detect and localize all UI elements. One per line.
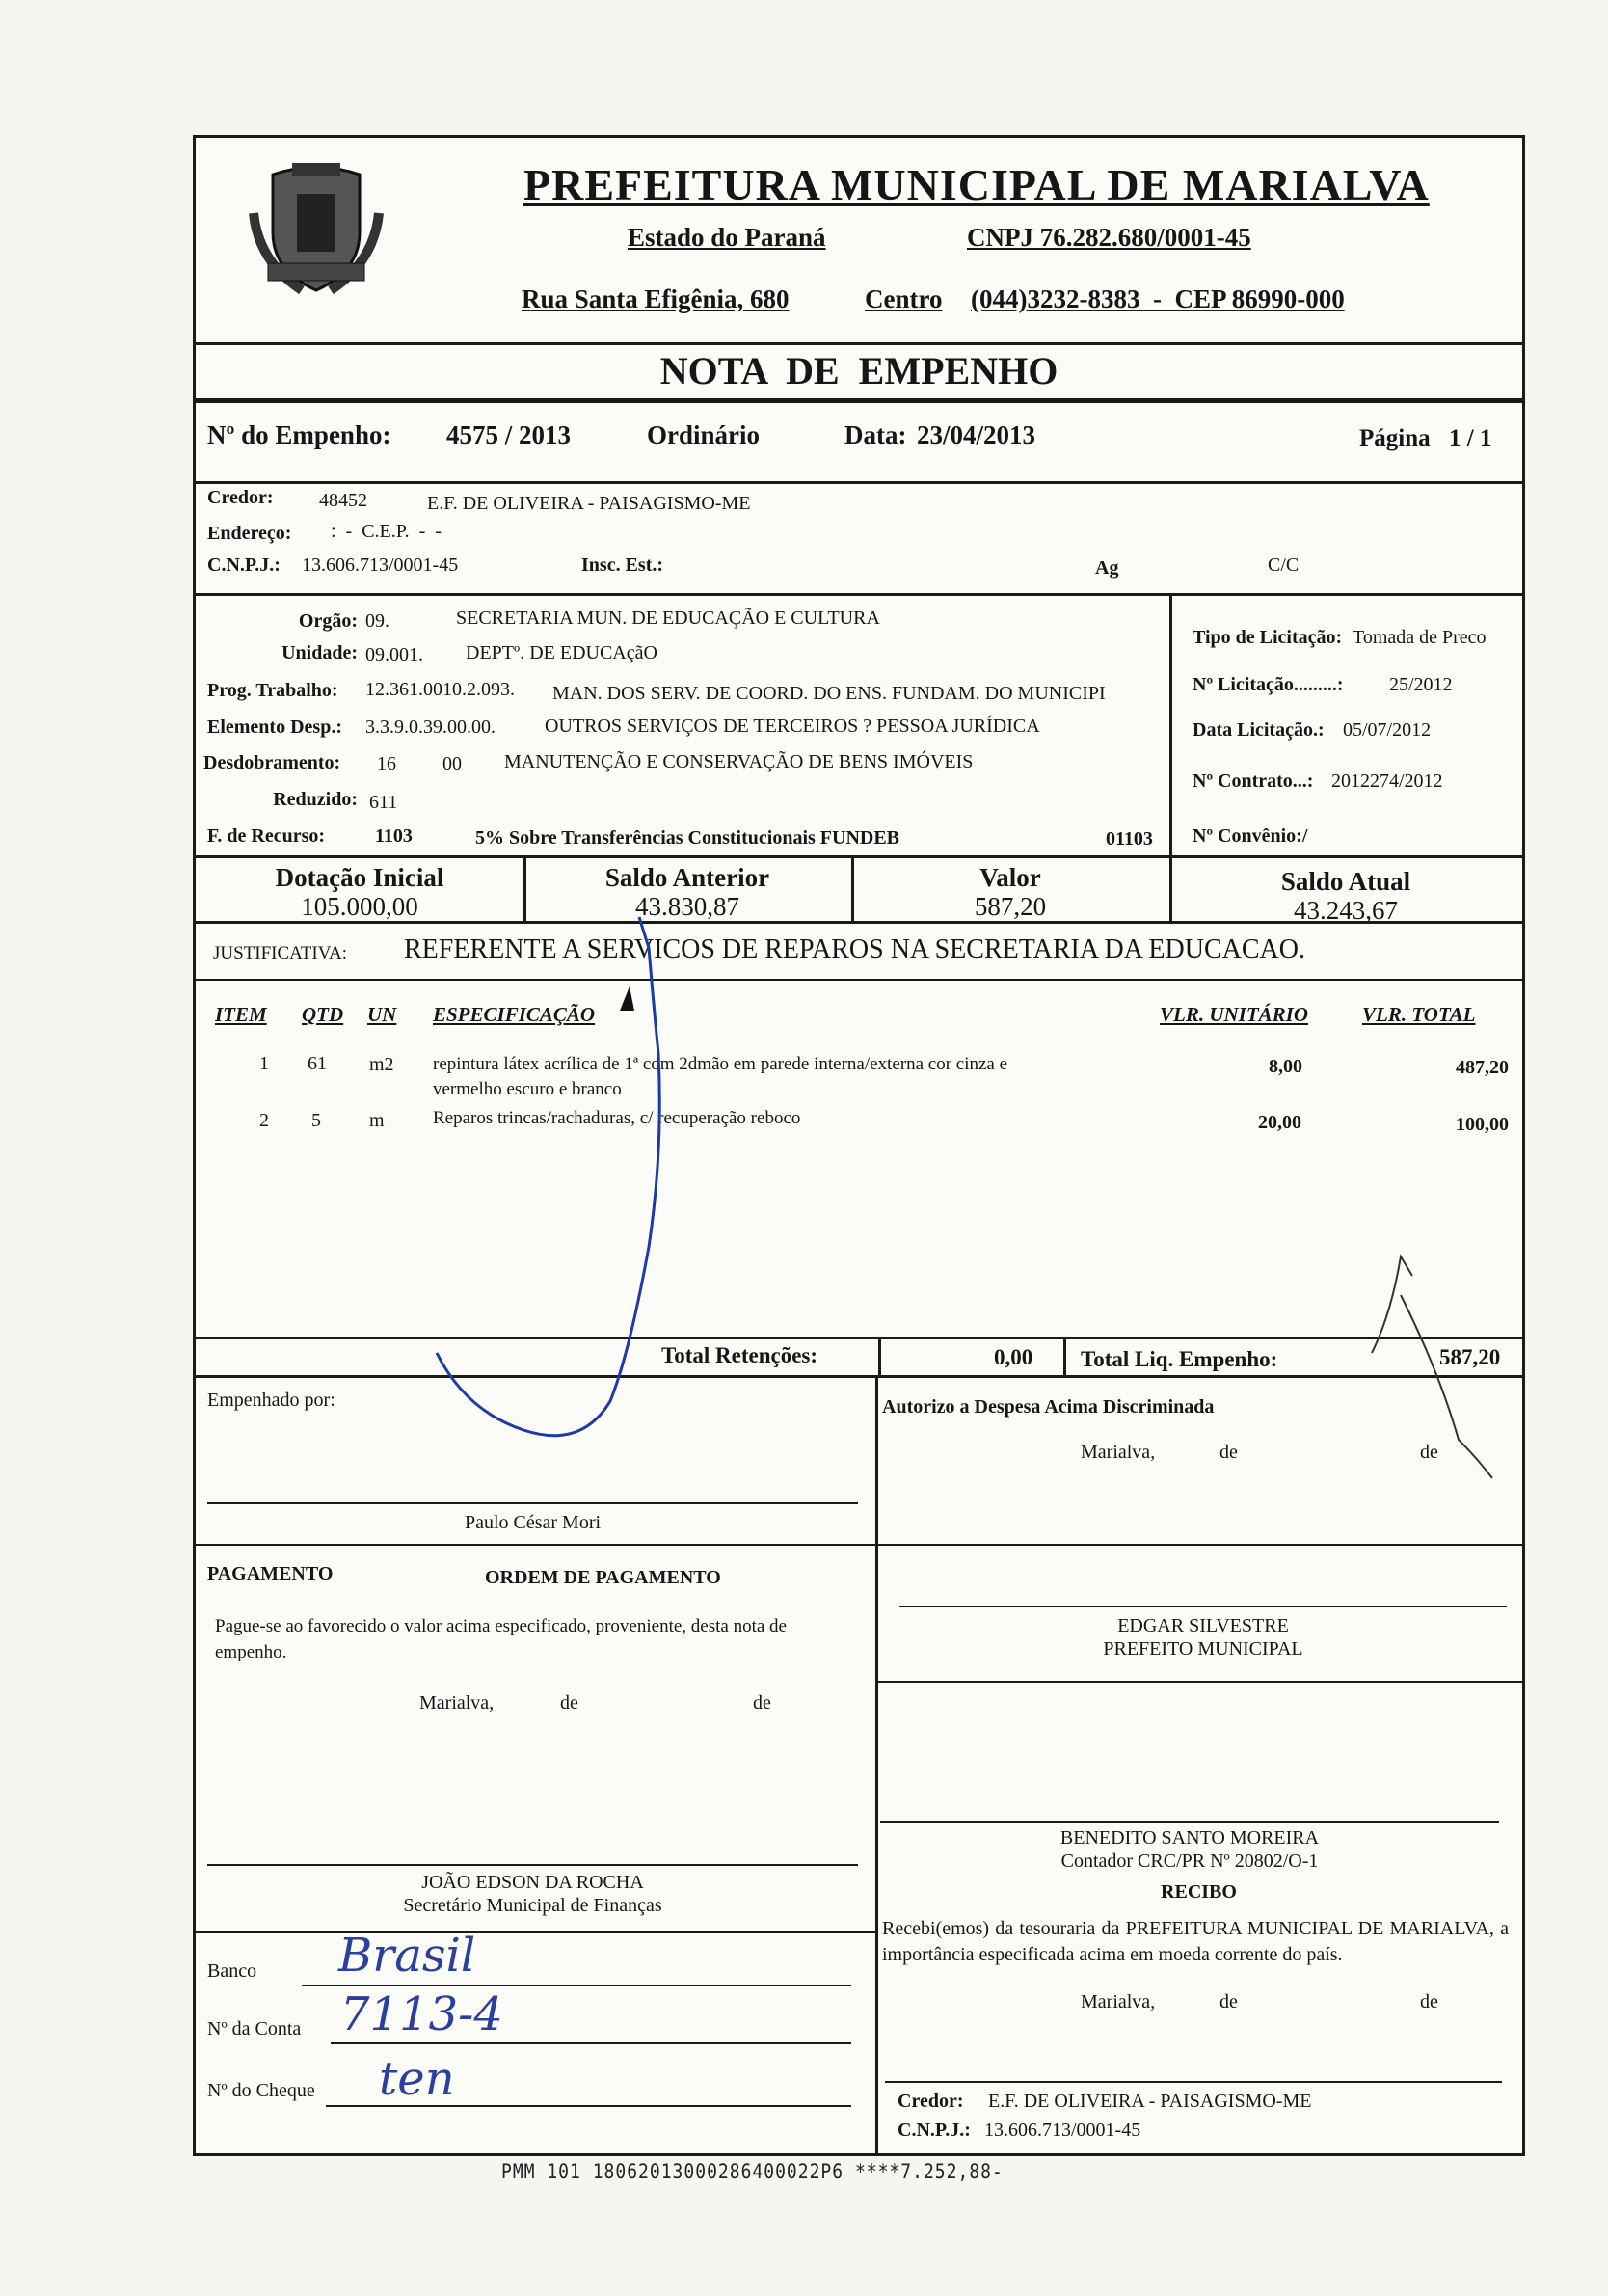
empenho-number-label: Nº do Empenho: <box>207 420 391 449</box>
state-name: Estado do Paraná <box>628 223 826 252</box>
contador-title: Contador CRC/PR Nº 20802/O-1 <box>1060 1850 1319 1872</box>
cheque-label: Nº do Cheque <box>207 2080 315 2101</box>
numero-licitacao: 25/2012 <box>1389 674 1453 695</box>
unidade-label: Unidade: <box>281 642 358 663</box>
nota-de-empenho-document <box>193 135 1525 2156</box>
contrato-label: Nº Contrato...: <box>1193 770 1314 792</box>
row2-desc1: Reparos trincas/rachaduras, c/ recuperação reboco <box>433 1108 801 1128</box>
address: Rua Santa Efigênia, 680 <box>522 284 790 313</box>
recurso-code: 1103 <box>375 825 413 847</box>
row1-desc1: repintura látex acrílica de 1ª com 2dmão em parede interna/externa cor cinza e <box>433 1054 1008 1074</box>
page-label: Página <box>1359 425 1431 451</box>
district: Centro <box>865 284 943 313</box>
tipo-licitacao-label: Tipo de Licitação: <box>1193 627 1343 648</box>
row2-item: 2 <box>259 1110 269 1131</box>
desdobramento-name: MANUTENÇÃO E CONSERVAÇÃO DE BENS IMÓVEIS <box>504 751 974 772</box>
row1-item: 1 <box>259 1053 269 1074</box>
valor-value: 587,20 <box>974 892 1047 921</box>
desdobramento-code: 16 <box>377 753 396 774</box>
col-vlr-total: VLR. TOTAL <box>1362 1003 1476 1026</box>
row2-total: 100,00 <box>1456 1114 1509 1135</box>
row1-unit: 8,00 <box>1269 1056 1302 1077</box>
cnpj-label: C.N.P.J.: <box>207 554 281 576</box>
retencoes-value: 0,00 <box>994 1345 1033 1369</box>
data-licitacao-label: Data Licitação.: <box>1193 719 1325 741</box>
empenhado-label: Empenhado por: <box>207 1390 335 1411</box>
recibo-credor: E.F. DE OLIVEIRA - PAISAGISMO-ME <box>988 2091 1312 2112</box>
row2-qtd: 5 <box>311 1110 321 1131</box>
row1-desc2: vermelho escuro e branco <box>433 1079 622 1099</box>
justificativa-label: JUSTIFICATIVA: <box>213 943 348 963</box>
recibo-city: Marialva, <box>1081 1991 1156 2012</box>
credor-name: E.F. DE OLIVEIRA - PAISAGISMO-ME <box>427 493 751 514</box>
row2-unit: 20,00 <box>1258 1112 1301 1133</box>
pagamento-de1: de <box>560 1692 578 1714</box>
address-label: Endereço: <box>207 523 292 544</box>
prog-name: MAN. DOS SERV. DE COORD. DO ENS. FUNDAM. DO MUNICIPI <box>552 683 1106 704</box>
insc-label: Insc. Est.: <box>581 554 664 576</box>
retencoes-label: Total Retenções: <box>661 1343 818 1367</box>
empenhado-name: Paulo César Mori <box>464 1512 602 1533</box>
credor-cnpj: 13.606.713/0001-45 <box>302 554 459 576</box>
numero-licitacao-label: Nº Licitação.........: <box>1193 674 1344 695</box>
pagamento-text: Pague-se ao favorecido o valor acima especificado, proveniente, desta nota de empenho. <box>215 1616 787 1662</box>
desdobramento-sub: 00 <box>442 753 462 774</box>
col-qtd: QTD <box>302 1003 344 1026</box>
convenio-label: Nº Convênio:/ <box>1193 825 1308 847</box>
autorizo-city: Marialva, <box>1081 1442 1156 1463</box>
secretario-title: Secretário Municipal de Finanças <box>403 1895 662 1916</box>
contador-name: BENEDITO SANTO MOREIRA <box>1059 1827 1320 1849</box>
row1-total: 487,20 <box>1456 1057 1509 1078</box>
pen-signature-stroke <box>196 138 1522 2153</box>
credor-address: : - C.E.P. - - <box>331 521 442 542</box>
banco-handwriting: Brasil <box>338 1929 476 1983</box>
date-value: 23/04/2013 <box>917 420 1036 449</box>
elemento-name: OUTROS SERVIÇOS DE TERCEIROS ? PESSOA JURÍDICA <box>545 716 1040 737</box>
orgao-label: Orgão: <box>298 610 358 632</box>
authentication-stamp: PMM 101 18062013000286400022P6 ****7.252,88- <box>501 2159 1004 2185</box>
cheque-handwriting: ten <box>379 2052 455 2106</box>
row1-un: m2 <box>369 1054 394 1075</box>
empenho-type: Ordinário <box>647 420 761 449</box>
page-title: PREFEITURA MUNICIPAL DE MARIALVA <box>523 160 1430 209</box>
ag-label: Ag <box>1095 557 1119 579</box>
cnpj-header: CNPJ 76.282.680/0001-45 <box>967 223 1251 252</box>
saldo-anterior-value: 43.830,87 <box>635 892 739 921</box>
prog-label: Prog. Trabalho: <box>207 680 338 701</box>
doc-title: NOTA DE EMPENHO <box>659 349 1059 392</box>
elemento-label: Elemento Desp.: <box>207 716 342 738</box>
conta-handwriting: 7113-4 <box>340 1987 503 2041</box>
valor-label: Valor <box>979 863 1041 892</box>
recibo-cnpj: 13.606.713/0001-45 <box>984 2120 1141 2141</box>
saldo-atual-label: Saldo Atual <box>1280 867 1411 896</box>
saldo-anterior-label: Saldo Anterior <box>604 863 770 892</box>
prog-code: 12.361.0010.2.093. <box>365 679 515 700</box>
col-especificacao: ESPECIFICAÇÃO <box>433 1003 596 1026</box>
credor-code: 48452 <box>319 490 367 511</box>
reduzido-label: Reduzido: <box>273 789 358 810</box>
autorizo-de1: de <box>1219 1442 1238 1463</box>
recibo-de2: de <box>1420 1991 1438 2012</box>
recurso-name: 5% Sobre Transferências Constitucionais FUNDEB <box>475 827 900 849</box>
empenho-number: 4575 / 2013 <box>446 420 572 449</box>
recibo-cnpj-label: C.N.P.J.: <box>898 2120 971 2141</box>
pagamento-city: Marialva, <box>419 1692 495 1714</box>
banco-label: Banco <box>207 1960 257 1982</box>
liquido-value: 587,20 <box>1439 1345 1501 1369</box>
page-number: 1 / 1 <box>1449 425 1492 451</box>
elemento-code: 3.3.9.0.39.00.00. <box>365 716 496 738</box>
recibo-label: RECIBO <box>1161 1881 1237 1903</box>
row2-un: m <box>369 1110 385 1131</box>
tipo-licitacao: Tomada de Preco <box>1353 627 1487 648</box>
recurso-label: F. de Recurso: <box>207 825 326 847</box>
recurso-ref: 01103 <box>1106 828 1153 850</box>
autorizo-de2: de <box>1420 1442 1438 1463</box>
desdobramento-label: Desdobramento: <box>203 752 341 773</box>
unidade-code: 09.001. <box>365 644 423 665</box>
pagamento-label: PAGAMENTO <box>207 1563 334 1584</box>
col-vlr-unitario: VLR. UNITÁRIO <box>1160 1003 1309 1026</box>
saldo-atual-value: 43.243,67 <box>1294 896 1398 925</box>
autorizo-label: Autorizo a Despesa Acima Discriminada <box>882 1396 1215 1418</box>
liquido-label: Total Liq. Empenho: <box>1081 1347 1278 1371</box>
recibo-text: Recebi(emos) da tesouraria da PREFEITURA MUNICIPAL DE MARIALVA, a importância especificada acima em moeda corrente do país. <box>882 1918 1509 1965</box>
prefeito-title: PREFEITO MUNICIPAL <box>1103 1638 1303 1660</box>
col-item: ITEM <box>215 1003 267 1026</box>
contrato-number: 2012274/2012 <box>1331 770 1443 792</box>
justificativa-text: REFERENTE A SERVICOS DE REPAROS NA SECRETARIA DA EDUCACAO. <box>404 934 1305 964</box>
credor-label: Credor: <box>207 487 274 508</box>
phone-cep: (044)3232-8383 - CEP 86990-000 <box>971 284 1345 313</box>
orgao-name: SECRETARIA MUN. DE EDUCAÇÃO E CULTURA <box>456 608 880 629</box>
conta-label: Nº da Conta <box>207 2018 302 2039</box>
dotacao-value: 105.000,00 <box>301 892 418 921</box>
date-label: Data: <box>844 420 907 449</box>
pagamento-de2: de <box>753 1692 771 1714</box>
dotacao-label: Dotação Inicial <box>275 863 444 892</box>
data-licitacao: 05/07/2012 <box>1343 719 1432 741</box>
cc-label: C/C <box>1268 554 1300 576</box>
col-un: UN <box>367 1003 397 1026</box>
secretario-name: JOÃO EDSON DA ROCHA <box>421 1872 644 1893</box>
row1-qtd: 61 <box>308 1053 327 1074</box>
reduzido-value: 611 <box>369 792 398 813</box>
prefeito-name: EDGAR SILVESTRE <box>1117 1615 1289 1636</box>
ordem-label: ORDEM DE PAGAMENTO <box>485 1567 721 1588</box>
unidade-name: DEPTº. DE EDUCAçãO <box>466 642 657 663</box>
recibo-de1: de <box>1219 1991 1238 2012</box>
orgao-code: 09. <box>365 610 389 632</box>
recibo-credor-label: Credor: <box>898 2091 964 2112</box>
